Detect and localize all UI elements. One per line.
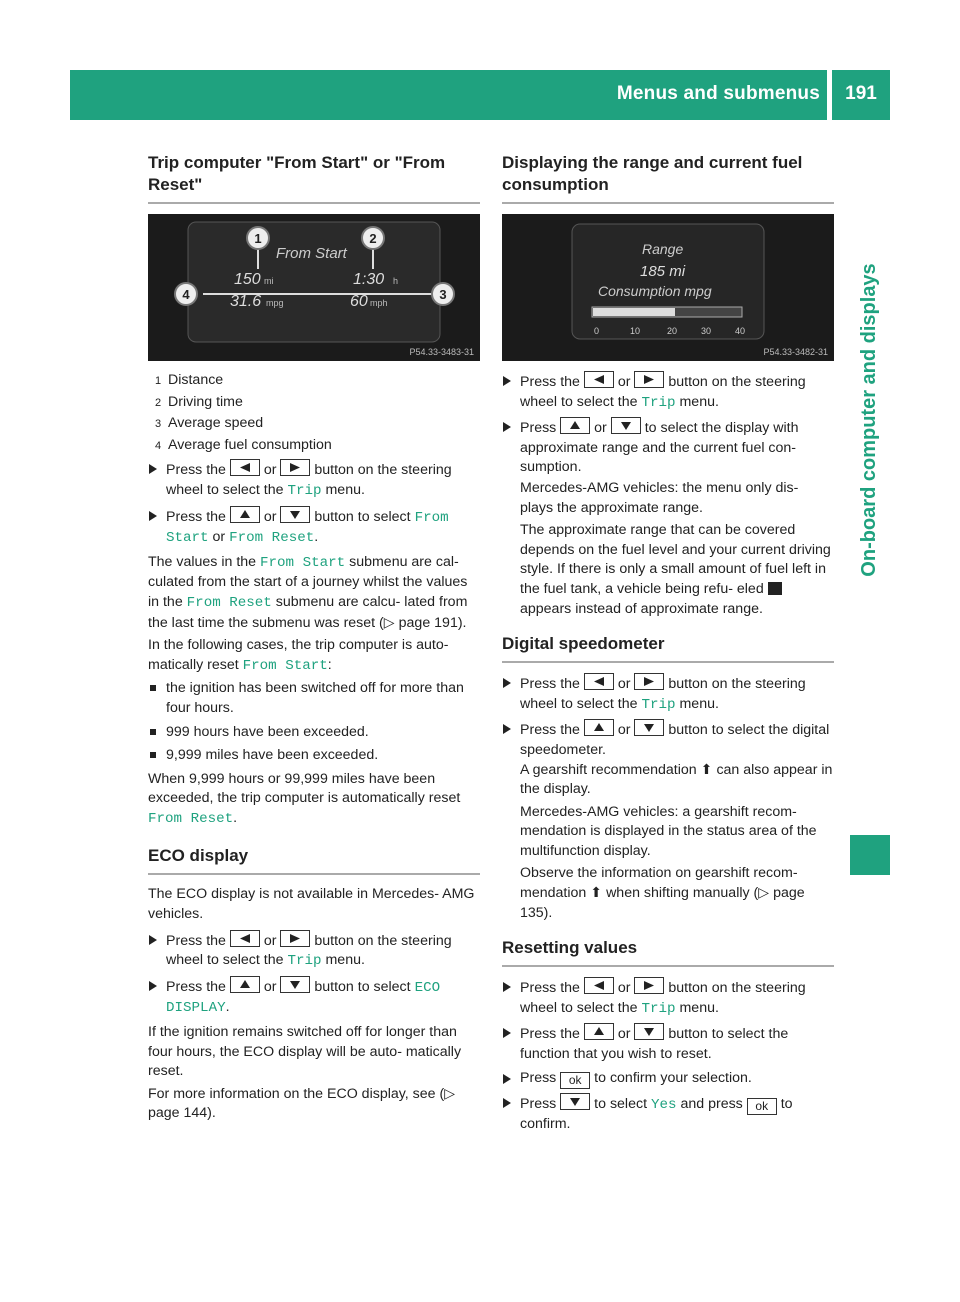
svg-text:1:30: 1:30 <box>353 271 385 288</box>
svg-text:150: 150 <box>234 271 261 288</box>
svg-text:Range: Range <box>642 241 684 257</box>
left-button-icon <box>230 930 260 947</box>
chapter-marker <box>850 835 890 875</box>
svg-text:185 mi: 185 mi <box>640 263 686 280</box>
heading-resetting-values: Resetting values <box>502 937 834 967</box>
instruction-step: Press the or button on the steering wheel to select the Trip menu. <box>502 673 834 715</box>
down-button-icon <box>611 417 641 434</box>
paragraph: When 9,999 hours or 99,999 miles have been exceeded, the trip computer is automatically reset From Reset. <box>148 770 461 827</box>
svg-text:40: 40 <box>735 326 746 336</box>
paragraph: Mercedes-AMG vehicles: a gearshift recom- mendation is displayed in the status area of the multifunction display. <box>520 803 817 859</box>
right-button-icon <box>634 673 664 690</box>
legend-item: 2 Driving time <box>154 393 243 410</box>
trip-display-image <box>148 214 480 361</box>
range-display-image <box>502 214 834 361</box>
svg-text:10: 10 <box>630 326 641 336</box>
svg-text:2: 2 <box>369 231 377 246</box>
upshift-arrow-icon: ⬆ <box>700 761 713 778</box>
up-button-icon <box>584 719 614 736</box>
left-button-icon <box>584 371 614 388</box>
paragraph: Observe the information on gearshift recom- mendation ⬆ when shifting manually (▷ page 135). <box>520 865 805 921</box>
paragraph: The approximate range that can be covered depends on the fuel level and your current driving style. If there is only a small amount of fuel left in the fuel tank, a vehicle being refu- eled appears instead of approximate range. <box>520 522 831 617</box>
bullet-item: 9,999 miles have been exceeded. <box>148 746 480 766</box>
image-code: P54.33-3482-31 <box>763 347 828 357</box>
heading-eco-display: ECO display <box>148 845 480 875</box>
instruction-step: Press to select Yes and press ok to confirm. <box>502 1093 834 1135</box>
right-button-icon <box>280 930 310 947</box>
bullet-item: 999 hours have been exceeded. <box>148 723 480 743</box>
left-column <box>148 152 480 1127</box>
instruction-step: Press the or button to select From Start or From Reset. <box>148 506 480 549</box>
instruction-step: Press the or button on the steering wheel to select the Trip menu. <box>502 371 834 413</box>
chapter-tab-title: On-board computer and displays <box>858 263 881 577</box>
svg-text:30: 30 <box>701 326 712 336</box>
instruction-step: Press the or button to select the function that you wish to reset. <box>502 1023 834 1064</box>
paragraph: The ECO display is not available in Mercedes- AMG vehicles. <box>148 886 475 923</box>
svg-text:3: 3 <box>439 287 447 302</box>
paragraph: In the following cases, the trip computer is auto- matically reset From Start: <box>148 637 449 674</box>
paragraph: The values in the From Start submenu are cal- culated from the start of a journey whilst the values in the From Reset submenu are calcu- lated from the last time the submenu was reset (▷ page 191). <box>148 553 468 631</box>
consumption-bar-fill <box>593 308 675 316</box>
ok-button-icon: ok <box>560 1072 590 1089</box>
up-button-icon <box>230 506 260 523</box>
page-ref-icon: ▷ <box>444 1085 456 1102</box>
left-button-icon <box>230 459 260 476</box>
down-button-icon <box>560 1093 590 1110</box>
paragraph: Mercedes-AMG vehicles: the menu only dis- plays the approximate range. <box>520 479 799 516</box>
instruction-step: Press the or button on the steering wheel to select the Trip menu. <box>148 930 480 972</box>
instruction-step: Press the or button on the steering wheel to select the Trip menu. <box>148 459 480 501</box>
right-button-icon <box>634 371 664 388</box>
heading-digital-speedometer: Digital speedometer <box>502 633 834 663</box>
down-button-icon <box>280 506 310 523</box>
instruction-step: Press the or button to select ECO DISPLAY. <box>148 976 480 1019</box>
svg-text:4: 4 <box>182 287 190 302</box>
instruction-step: Press ok to confirm your selection. <box>502 1069 834 1089</box>
bullet-item: the ignition has been switched off for more than four hours. <box>148 679 480 718</box>
page-ref-icon: ▷ <box>383 614 395 631</box>
right-column <box>502 152 834 1139</box>
svg-text:31.6: 31.6 <box>230 293 262 310</box>
svg-text:h: h <box>393 276 399 286</box>
svg-text:1: 1 <box>254 231 262 246</box>
instruction-step: Press or to select the display with approximate range and the current fuel con- sumption. Mercedes-AMG vehicles: the menu only dis- plays the approximate range. The approximate range that can be covered depends on the fuel level and your current driving style. If there is only a small amount of fuel left in the fuel tank, a vehicle being refu- eled appears instead of approximate range. <box>502 417 834 619</box>
legend-item: 4 Average fuel consumption <box>154 436 332 453</box>
down-button-icon <box>634 719 664 736</box>
ok-button-icon: ok <box>747 1098 777 1115</box>
legend-item: 1 Distance <box>154 372 224 388</box>
paragraph: A gearshift recommendation ⬆ can also appear in the display. <box>520 761 833 798</box>
heading-range: Displaying the range and current fuel consumption <box>502 152 834 204</box>
svg-text:0: 0 <box>594 326 600 336</box>
up-button-icon <box>584 1023 614 1040</box>
page-number: 191 <box>845 83 877 104</box>
svg-text:20: 20 <box>667 326 678 336</box>
trip-display-graphic <box>148 214 480 361</box>
range-display-graphic <box>502 214 834 361</box>
svg-text:mpg: mpg <box>266 298 284 308</box>
instruction-step: Press the or button to select the digital speedometer. A gearshift recommendation ⬆ can also appear in the display. Mercedes-AMG vehicles: a gearshift recom- mendation is displayed in the status area of the multifunction display. Observe the information on gearshift recom- mendation ⬆ when shifting manually (▷ page 135). <box>502 719 834 923</box>
svg-text:Consumption mpg: Consumption mpg <box>598 283 712 299</box>
svg-text:mph: mph <box>370 298 388 308</box>
down-button-icon <box>634 1023 664 1040</box>
right-button-icon <box>280 459 310 476</box>
page-ref-icon: ▷ <box>758 885 770 902</box>
paragraph: If the ignition remains switched off for longer than four hours, the ECO display will be auto- matically reset. <box>148 1024 462 1080</box>
section-title: Menus and submenus <box>616 83 820 104</box>
upshift-arrow-icon: ⬆ <box>590 885 603 902</box>
up-button-icon <box>560 417 590 434</box>
paragraph: For more information on the ECO display, see (▷ page 144). <box>148 1085 456 1122</box>
left-button-icon <box>584 673 614 690</box>
up-button-icon <box>230 976 260 993</box>
svg-text:60: 60 <box>350 293 368 310</box>
image-code: P54.33-3483-31 <box>409 347 474 357</box>
left-button-icon <box>584 977 614 994</box>
svg-text:mi: mi <box>264 276 274 286</box>
legend-item: 3 Average speed <box>154 415 264 432</box>
right-button-icon <box>634 977 664 994</box>
instruction-step: Press the or button on the steering wheel to select the Trip menu. <box>502 977 834 1019</box>
img-title: From Start <box>276 245 347 262</box>
fuel-pump-icon <box>768 582 782 595</box>
down-button-icon <box>280 976 310 993</box>
heading-trip-computer: Trip computer "From Start" or "From Reset" <box>148 152 480 204</box>
